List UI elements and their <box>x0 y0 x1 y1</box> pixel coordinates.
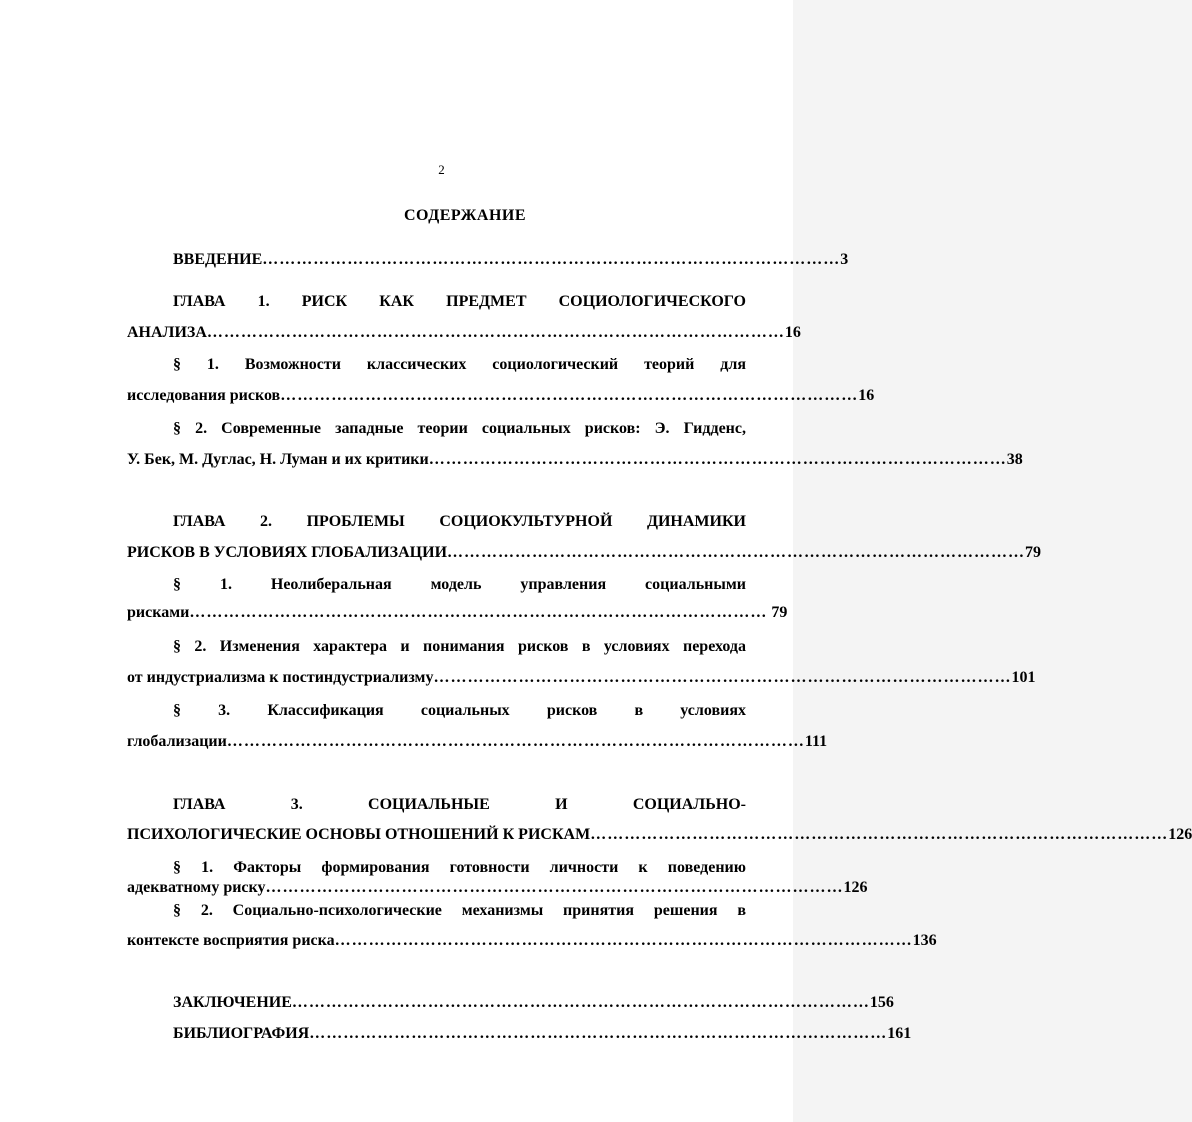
toc-entry-page: 156 <box>869 994 894 1011</box>
chapter1-section1-line1: § 1. Возможности классических социологический теорий для <box>173 356 746 373</box>
toc-entry-page: 111 <box>804 733 828 750</box>
chapter2-section3-line1: § 3. Классификация социальных рисков в условиях <box>173 702 746 719</box>
toc-entry-label: контексте восприятия риска <box>127 932 335 949</box>
toc-entry-label: от индустриализма к постиндустриализму <box>127 669 434 686</box>
chapter3-title-line1: ГЛАВА 3. СОЦИАЛЬНЫЕ И СОЦИАЛЬНО- <box>173 796 746 813</box>
toc-leader-dots: ………………………………………………………………………………………… <box>447 544 1026 561</box>
toc-leader-dots: ………………………………………………………………………………………… <box>226 733 805 750</box>
toc-leader-dots: ………………………………………………………………………………………… <box>428 451 1007 468</box>
toc-entry-page: 126 <box>1168 826 1192 843</box>
toc-entry-label: адекватному риску <box>127 879 266 896</box>
toc-entry-label: рисками <box>127 604 190 621</box>
toc-entry-page: 126 <box>843 879 868 896</box>
toc-leader-dots: ………………………………………………………………………………………… <box>291 994 870 1011</box>
toc-entry-chapter2-section2 <box>127 668 1036 688</box>
toc-leader-dots: ………………………………………………………………………………………… <box>280 387 859 404</box>
toc-entry-chapter1 <box>127 323 801 343</box>
toc-entry-chapter1-section2 <box>127 450 1023 470</box>
chapter2-section1-line1: § 1. Неолиберальная модель управления социальными <box>173 576 746 593</box>
toc-entry-page: 136 <box>912 932 937 949</box>
toc-entry-page: 38 <box>1006 451 1023 468</box>
toc-entry-chapter3-section2 <box>127 931 937 951</box>
toc-leader-dots: ………………………………………………………………………………………… <box>262 251 841 268</box>
chapter3-section1-line1: § 1. Факторы формирования готовности личности к поведению <box>173 859 746 876</box>
toc-leader-dots: ………………………………………………………………………………………… <box>590 826 1169 843</box>
toc-heading: СОДЕРЖАНИЕ <box>403 207 527 224</box>
toc-entry-page: 161 <box>887 1025 912 1042</box>
toc-entry-page: 16 <box>858 387 875 404</box>
toc-entry-bibliography <box>173 1024 912 1044</box>
toc-entry-label: ЗАКЛЮЧЕНИЕ <box>173 994 292 1011</box>
toc-entry-chapter2 <box>127 543 1042 563</box>
toc-leader-dots: ………………………………………………………………………………………… <box>189 604 768 621</box>
toc-entry-page: 16 <box>784 324 801 341</box>
toc-entry-chapter2-section1 <box>127 603 788 623</box>
toc-entry-chapter3-section1 <box>127 878 868 898</box>
toc-entry-label: глобализации <box>127 733 227 750</box>
chapter1-title-line1: ГЛАВА 1. РИСК КАК ПРЕДМЕТ СОЦИОЛОГИЧЕСКОГО <box>173 293 746 310</box>
toc-entry-label: РИСКОВ В УСЛОВИЯХ ГЛОБАЛИЗАЦИИ <box>127 544 448 561</box>
toc-entry-label: исследования рисков <box>127 387 281 404</box>
toc-entry-conclusion <box>173 993 894 1013</box>
toc-entry-page: 79 <box>1025 544 1042 561</box>
toc-leader-dots: ………………………………………………………………………………………… <box>334 932 913 949</box>
toc-entry-label: ПСИХОЛОГИЧЕСКИЕ ОСНОВЫ ОТНОШЕНИЙ К РИСКАМ <box>127 826 591 843</box>
toc-entry-label: ВВЕДЕНИЕ <box>173 251 263 268</box>
toc-entry-page: 3 <box>840 251 849 268</box>
toc-entry-page: 79 <box>767 604 788 621</box>
chapter2-section2-line1: § 2. Изменения характера и понимания рисков в условиях перехода <box>173 638 746 655</box>
toc-entry-chapter2-section3 <box>127 732 828 752</box>
toc-entry-intro <box>173 250 849 270</box>
toc-leader-dots: ………………………………………………………………………………………… <box>309 1025 888 1042</box>
toc-entry-label: АНАЛИЗА <box>127 324 207 341</box>
chapter2-title-line1: ГЛАВА 2. ПРОБЛЕМЫ СОЦИОКУЛЬТУРНОЙ ДИНАМИКИ <box>173 513 746 530</box>
toc-entry-chapter3 <box>127 825 1192 845</box>
page-number: 2 <box>438 162 445 177</box>
toc-leader-dots: ………………………………………………………………………………………… <box>433 669 1012 686</box>
chapter1-section2-line1: § 2. Современные западные теории социальных рисков: Э. Гидденс, <box>173 420 746 437</box>
toc-leader-dots: ………………………………………………………………………………………… <box>265 879 844 896</box>
toc-entry-label: БИБЛИОГРАФИЯ <box>173 1025 310 1042</box>
toc-entry-label: У. Бек, М. Дуглас, Н. Луман и их критики <box>127 451 429 468</box>
toc-entry-chapter1-section1 <box>127 386 875 406</box>
toc-entry-page: 101 <box>1011 669 1036 686</box>
chapter3-section2-line1: § 2. Социально-психологические механизмы принятия решения в <box>173 902 746 919</box>
toc-leader-dots: ………………………………………………………………………………………… <box>206 324 785 341</box>
